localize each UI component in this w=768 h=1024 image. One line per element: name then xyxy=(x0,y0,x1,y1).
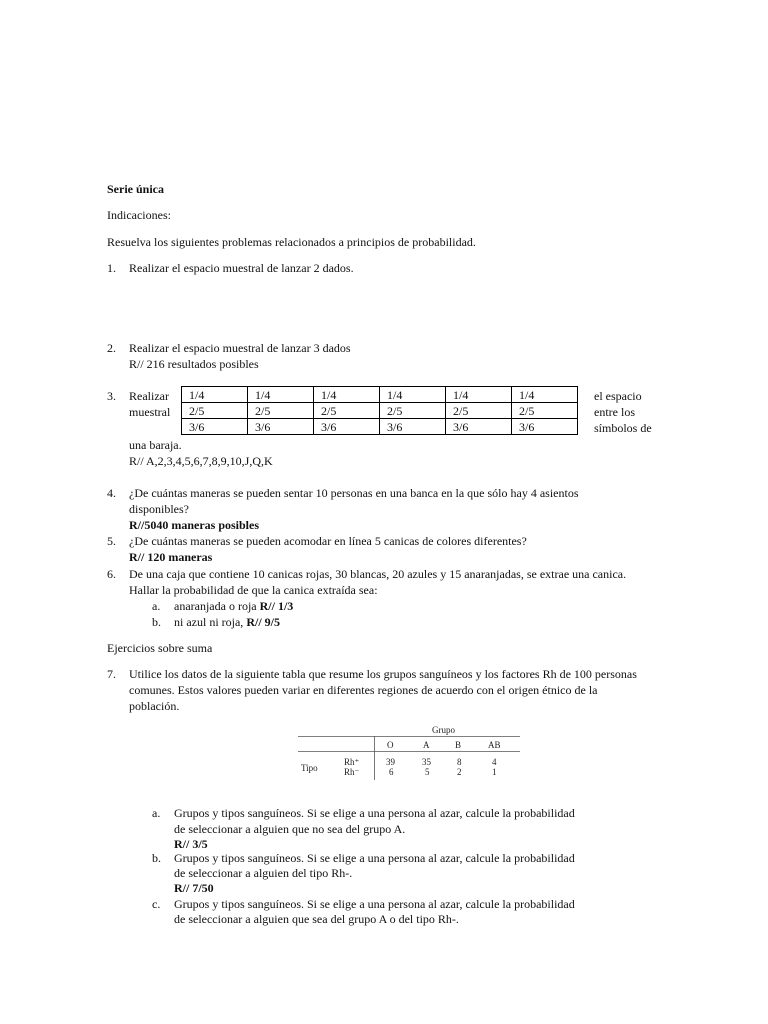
cell-rh-pos-ab: 4 xyxy=(492,757,497,767)
q3-right-line3: símbolos de xyxy=(594,421,652,435)
q7-text-line2: comunes. Estos valores pueden variar en diferentes regiones de acuerdo con el origen étnico de la xyxy=(129,683,598,697)
q6a-text xyxy=(174,598,293,614)
q2-number: 2. xyxy=(107,341,116,355)
q2-answer: R// 216 resultados posibles xyxy=(129,357,259,371)
row-group-label: Tipo xyxy=(301,763,318,773)
cell-rh-pos-a: 35 xyxy=(422,757,431,767)
table-cell: 3/6 xyxy=(182,419,248,435)
q7a-text-line2: de seleccionar a alguien que no sea del grupo A. xyxy=(174,822,406,836)
q3-right-line1: el espacio xyxy=(594,389,642,403)
table-cell: 3/6 xyxy=(314,419,380,435)
q3-left-line1: Realizar xyxy=(129,389,169,403)
table-cell: 2/5 xyxy=(380,403,446,419)
q3-number: 3. xyxy=(107,389,116,403)
table-cell: 2/5 xyxy=(446,403,512,419)
row-label-rh-neg: Rh⁻ xyxy=(344,767,360,777)
cell-rh-neg-ab: 1 xyxy=(492,767,497,777)
q7a-answer: R// 3/5 xyxy=(174,837,208,851)
cell-rh-pos-b: 8 xyxy=(457,757,462,767)
q7b-text-line2: de seleccionar a alguien del tipo Rh-. xyxy=(174,866,353,880)
q6b-answer: R// 9/5 xyxy=(246,615,280,629)
row-label-rh-pos: Rh⁺ xyxy=(344,757,360,767)
blood-type-table xyxy=(298,722,520,786)
cell-rh-neg-o: 6 xyxy=(389,767,394,777)
q6b-letter: b. xyxy=(152,615,161,629)
q7-text-line3: población. xyxy=(129,699,180,713)
table-rules xyxy=(298,722,520,786)
table-row xyxy=(182,403,578,419)
table-cell: 2/5 xyxy=(182,403,248,419)
q6-text-line1: De una caja que contiene 10 canicas rojas, 30 blancas, 20 azules y 15 anaranjadas, se extrae una canica. xyxy=(129,567,627,581)
cell-rh-neg-a: 5 xyxy=(425,767,430,777)
table-cell: 1/4 xyxy=(248,387,314,403)
q3-continuation: una baraja. xyxy=(129,438,182,452)
suma-section-heading: Ejercicios sobre suma xyxy=(107,641,213,655)
q4-text-line2: disponibles? xyxy=(129,502,189,516)
q3-left-line2: muestral xyxy=(129,405,171,419)
q7c-letter: c. xyxy=(152,897,161,911)
q1-number: 1. xyxy=(107,261,116,275)
table-cell: 3/6 xyxy=(380,419,446,435)
col-header-a: A xyxy=(423,740,430,750)
group-title: Grupo xyxy=(432,725,455,735)
q6-text-line2: Hallar la probabilidad de que la canica extraída sea: xyxy=(129,583,378,597)
q3-right-line2: entre los xyxy=(594,405,635,419)
q4-text-line1: ¿De cuántas maneras se pueden sentar 10 personas en una banca en la que sólo hay 4 asientos xyxy=(129,486,579,500)
q7-text-line1: Utilice los datos de la siguiente tabla que resume los grupos sanguíneos y los factores Rh de 100 personas xyxy=(129,667,637,681)
q4-number: 4. xyxy=(107,486,116,500)
q7a-letter: a. xyxy=(152,806,161,820)
q7-number: 7. xyxy=(107,667,116,681)
q6b-text xyxy=(174,614,280,630)
q5-text: ¿De cuántas maneras se pueden acomodar en línea 5 canicas de colores diferentes? xyxy=(129,534,527,548)
col-header-b: B xyxy=(455,740,462,750)
q7b-answer: R// 7/50 xyxy=(174,881,214,895)
table-cell: 1/4 xyxy=(380,387,446,403)
q7c-text-line1: Grupos y tipos sanguíneos. Si se elige a una persona al azar, calcule la probabilidad xyxy=(174,897,575,911)
table-cell: 1/4 xyxy=(446,387,512,403)
table-cell: 1/4 xyxy=(512,387,578,403)
q6a-letter: a. xyxy=(152,599,161,613)
q6a-question: anaranjada o roja xyxy=(174,599,260,613)
q3-answer: R// A,2,3,4,5,6,7,8,9,10,J,Q,K xyxy=(129,454,273,468)
q7a-text-line1: Grupos y tipos sanguíneos. Si se elige a una persona al azar, calcule la probabilidad xyxy=(174,806,575,820)
table-cell: 3/6 xyxy=(248,419,314,435)
indicaciones-label: Indicaciones: xyxy=(107,208,171,222)
fraction-grid-table xyxy=(181,386,578,435)
q2-text: Realizar el espacio muestral de lanzar 3 dados xyxy=(129,341,351,355)
q6a-answer: R// 1/3 xyxy=(259,599,294,613)
q6b-question: ni azul ni roja, xyxy=(174,615,247,629)
table-cell: 2/5 xyxy=(248,403,314,419)
table-cell: 3/6 xyxy=(512,419,578,435)
q7b-text-line1: Grupos y tipos sanguíneos. Si se elige a una persona al azar, calcule la probabilidad xyxy=(174,851,575,865)
q7b-letter: b. xyxy=(152,851,161,865)
q5-number: 5. xyxy=(107,534,116,548)
table-cell: 1/4 xyxy=(314,387,380,403)
col-header-o: O xyxy=(387,740,394,750)
q1-text: Realizar el espacio muestral de lanzar 2 dados. xyxy=(129,261,354,275)
table-cell: 1/4 xyxy=(182,387,248,403)
col-header-ab: AB xyxy=(488,740,501,750)
table-row xyxy=(182,419,578,435)
cell-rh-pos-o: 39 xyxy=(386,757,395,767)
table-cell: 2/5 xyxy=(512,403,578,419)
table-cell: 2/5 xyxy=(314,403,380,419)
page-title: Serie única xyxy=(107,182,164,196)
q5-answer: R// 120 maneras xyxy=(129,550,213,564)
q7c-text-line2: de seleccionar a alguien que sea del grupo A o del tipo Rh-. xyxy=(174,912,459,926)
cell-rh-neg-b: 2 xyxy=(457,767,462,777)
q6-number: 6. xyxy=(107,567,116,581)
intro-text: Resuelva los siguientes problemas relacionados a principios de probabilidad. xyxy=(107,235,476,249)
table-cell: 3/6 xyxy=(446,419,512,435)
table-row xyxy=(182,387,578,403)
q4-answer: R//5040 maneras posibles xyxy=(129,518,260,532)
